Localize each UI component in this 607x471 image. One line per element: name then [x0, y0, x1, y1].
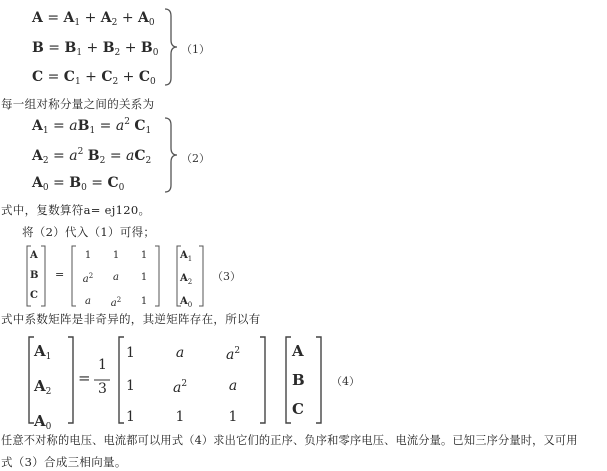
- matrix-4-coefficients: 1 a $a^2$ 1 $a^2$ a 1 1 1: [126, 345, 241, 425]
- equation-2-line-b: $A_2 = a^2$ $B_2 = aC_2$: [32, 147, 152, 166]
- right-brace-1: [163, 8, 179, 86]
- fraction-numerator: 1: [98, 357, 107, 373]
- right-brace-2: [163, 117, 179, 193]
- equation-2-line-c: $A_0 = B_0 = C_0$: [32, 175, 125, 193]
- text-line-6: 式（3）合成三相向量。: [1, 455, 127, 469]
- equation-1-line-b: $B = B_1 + B_2 + B_0$: [32, 40, 159, 58]
- text-line-5: 任意不对称的电压、电流都可以用式（4）求出它们的正序、负序和零序电压、电流分量。已知三序分量时，又可用: [1, 434, 578, 447]
- equation-number-4: （4）: [331, 375, 360, 388]
- matrix-3-equals: =: [55, 268, 65, 281]
- fraction-denominator: 3: [98, 381, 107, 397]
- equation-1-line-a: $A = A_1 + A_2 + A_0$: [32, 10, 155, 28]
- equation-1-line-c: $C = C_1 + C_2 + C_0$: [32, 69, 156, 87]
- matrix-3-left-vector: A B C: [30, 250, 39, 301]
- text-line-4: 式中系数矩阵是非奇异的，其逆矩阵存在，所以有: [1, 312, 261, 326]
- text-line-1: 每一组对称分量之间的关系为: [1, 97, 155, 111]
- equation-2-line-a: $A_1 = aB_1 = a^2$ $C_1$: [32, 117, 152, 136]
- matrix-3-right-vector: $A_1$ $A_2$ $A_0$: [180, 250, 193, 309]
- matrix-3-coefficients: 1 1 1 $a^2$ a 1 a $a^2$ 1: [82, 250, 148, 309]
- equation-number-3: （3）: [212, 270, 241, 283]
- equation-number-1: （1）: [181, 43, 210, 56]
- matrix-4-equals: =: [78, 369, 91, 387]
- equation-number-2: （2）: [181, 152, 210, 165]
- matrix-4-left-vector: $A_1$ $A_2$ $A_0$: [34, 342, 52, 432]
- text-line-2: 式中，复数算符a= ej120。: [1, 203, 151, 217]
- text-line-3: 将（2）代入（1）可得；: [22, 225, 156, 239]
- matrix-4-right-vector: A B C: [292, 342, 305, 418]
